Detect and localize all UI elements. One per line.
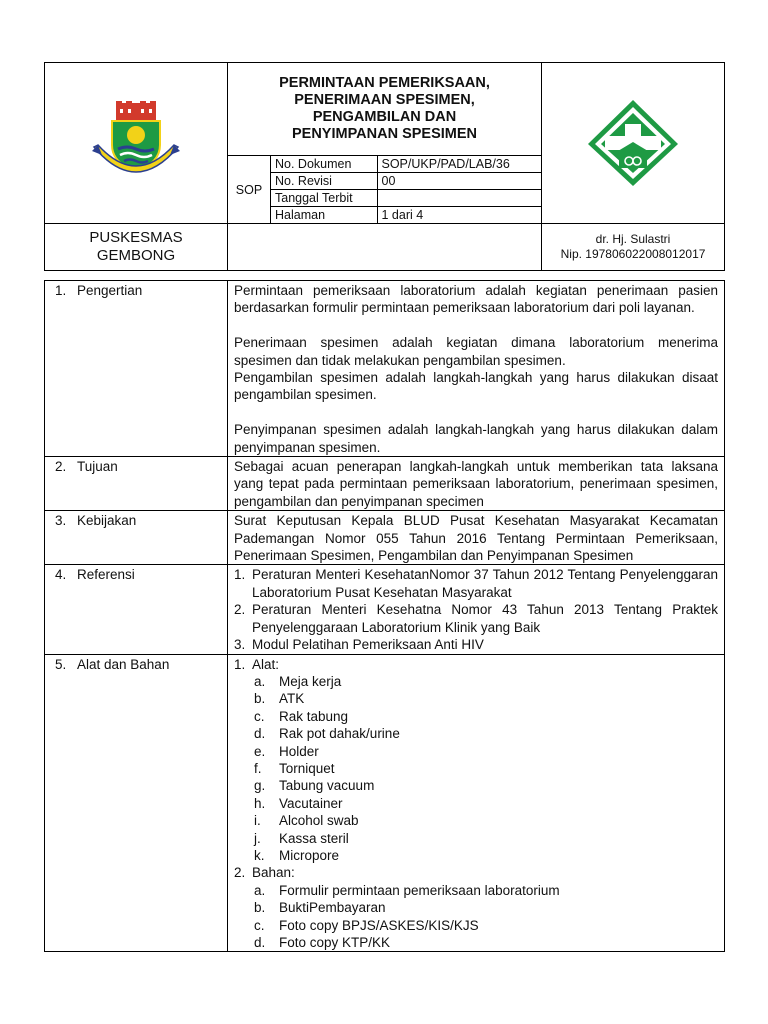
meta-value: 1 dari 4 <box>377 207 542 224</box>
left-logo-cell <box>45 63 228 224</box>
paragraph: Permintaan pemeriksaan laboratorium adalah kegiatan penerimaan pasien berdasarkan formulir permintaan pemeriksaan laboratorium dari poli layanan. <box>234 283 718 316</box>
puskesmas-name <box>45 224 228 271</box>
meta-value: SOP/UKP/PAD/LAB/36 <box>377 156 542 173</box>
sop-content <box>44 280 725 952</box>
section-content <box>228 511 725 565</box>
list-item: 3. Modul Pelatihan Pemeriksaan Anti HIV <box>234 637 484 653</box>
paragraph: Pengambilan spesimen adalah langkah-langkah yang harus dilakukan disaat pengambilan spesimen. <box>234 370 718 403</box>
section-alat-bahan <box>45 654 725 952</box>
list-item: 2. Peraturan Menteri Kesehatna Nomor 43 Tahun 2013 Tentang Praktek Penyelenggaraan Laboratorium Klinik yang Baik <box>234 602 718 635</box>
title-line: PERMINTAAN PEMERIKSAAN, <box>279 75 490 91</box>
signer-nip: Nip. 197806022008012017 <box>560 247 706 261</box>
sub-item: c. Foto copy BPJS/ASKES/KIS/KJS <box>254 917 479 933</box>
sop-header <box>44 62 725 271</box>
section-label: 1. Pengertian <box>45 281 228 457</box>
sub-item: k. Micropore <box>254 847 340 863</box>
section-label: 5. Alat dan Bahan <box>45 654 228 952</box>
meta-row <box>271 173 542 190</box>
blank-signature-area <box>228 224 542 271</box>
sop-label: SOP <box>228 156 271 224</box>
meta-row <box>271 190 542 207</box>
puskesmas-logo <box>583 98 683 188</box>
puskesmas-line: PUSKESMAS <box>89 229 183 246</box>
section-label: 2. Tujuan <box>45 457 228 511</box>
section-content <box>228 281 725 457</box>
sub-item: d. Foto copy KTP/KK <box>254 935 391 950</box>
regency-emblem-logo <box>88 101 184 185</box>
sub-item: d. Rak pot dahak/urine <box>254 726 400 742</box>
meta-table <box>271 156 542 223</box>
section-label: 4. Referensi <box>45 565 228 654</box>
meta-label: No. Revisi <box>271 173 377 190</box>
sub-item: g. Tabung vacuum <box>254 778 375 794</box>
section-referensi <box>45 565 725 654</box>
meta-label: No. Dokumen <box>271 156 377 173</box>
signer-name: dr. Hj. Sulastri <box>595 232 671 246</box>
puskesmas-line: GEMBONG <box>96 247 176 264</box>
sub-item: b. BuktiPembayaran <box>254 900 386 916</box>
section-content <box>228 457 725 511</box>
sub-item: b. ATK <box>254 691 305 707</box>
section-content <box>228 654 725 952</box>
sub-item: h. Vacutainer <box>254 795 343 811</box>
sub-item: j. Kassa steril <box>254 830 349 846</box>
list-item: 1. Alat: <box>234 656 280 672</box>
signer-block <box>542 224 725 271</box>
paragraph: Surat Keputusan Kepala BLUD Pusat Kesehatan Masyarakat Kecamatan Pademangan Nomor 055 Tahun 2016 Tentang Permintaan Pemeriksaan, Penerimaan Spesimen, Pengambilan dan Penyimpanan Spesimen <box>234 513 718 564</box>
sub-item: i. Alcohol swab <box>254 813 359 829</box>
meta-row <box>271 156 542 173</box>
meta-value: 00 <box>377 173 542 190</box>
title-line: PENYIMPANAN SPESIMEN <box>291 126 478 142</box>
meta-value <box>377 190 542 207</box>
sub-item: a. Formulir permintaan pemeriksaan laboratorium <box>254 882 560 898</box>
title-line: PENGAMBILAN DAN <box>312 109 457 125</box>
paragraph: Penyimpanan spesimen adalah langkah-langkah yang harus dilakukan dalam penyimpanan spesimen. <box>234 422 718 455</box>
meta-label: Halaman <box>271 207 377 224</box>
sub-item: f. Torniquet <box>254 760 335 776</box>
list-item: 2. Bahan: <box>234 865 295 881</box>
title-line: PENERIMAAN SPESIMEN, <box>294 92 475 108</box>
sub-item: c. Rak tabung <box>254 708 349 724</box>
list-item: 1. Peraturan Menteri KesehatanNomor 37 Tahun 2012 Tentang Penyelenggaran Laboratorium Pusat Kesehatan Masyarakat <box>234 567 718 600</box>
sub-item: a. Meja kerja <box>254 673 342 689</box>
paragraph: Penerimaan spesimen adalah kegiatan dimana laboratorium menerima spesimen dan tidak melakukan pengambilan spesimen. <box>234 335 718 368</box>
paragraph: Sebagai acuan penerapan langkah-langkah untuk memberikan tata laksana yang tepat pada permintaan pemeriksaan laboratorium, penerimaan spesimen, pengambilan dan penyimpanan specimen <box>234 459 718 509</box>
document-meta <box>271 156 542 224</box>
section-label: 3. Kebijakan <box>45 511 228 565</box>
section-content <box>228 565 725 654</box>
section-pengertian <box>45 281 725 457</box>
section-kebijakan <box>45 511 725 565</box>
meta-row <box>271 207 542 224</box>
meta-label: Tanggal Terbit <box>271 190 377 207</box>
sub-item: e. Holder <box>254 743 319 759</box>
sop-title <box>228 63 542 156</box>
right-logo-cell <box>542 63 725 224</box>
section-tujuan <box>45 457 725 511</box>
